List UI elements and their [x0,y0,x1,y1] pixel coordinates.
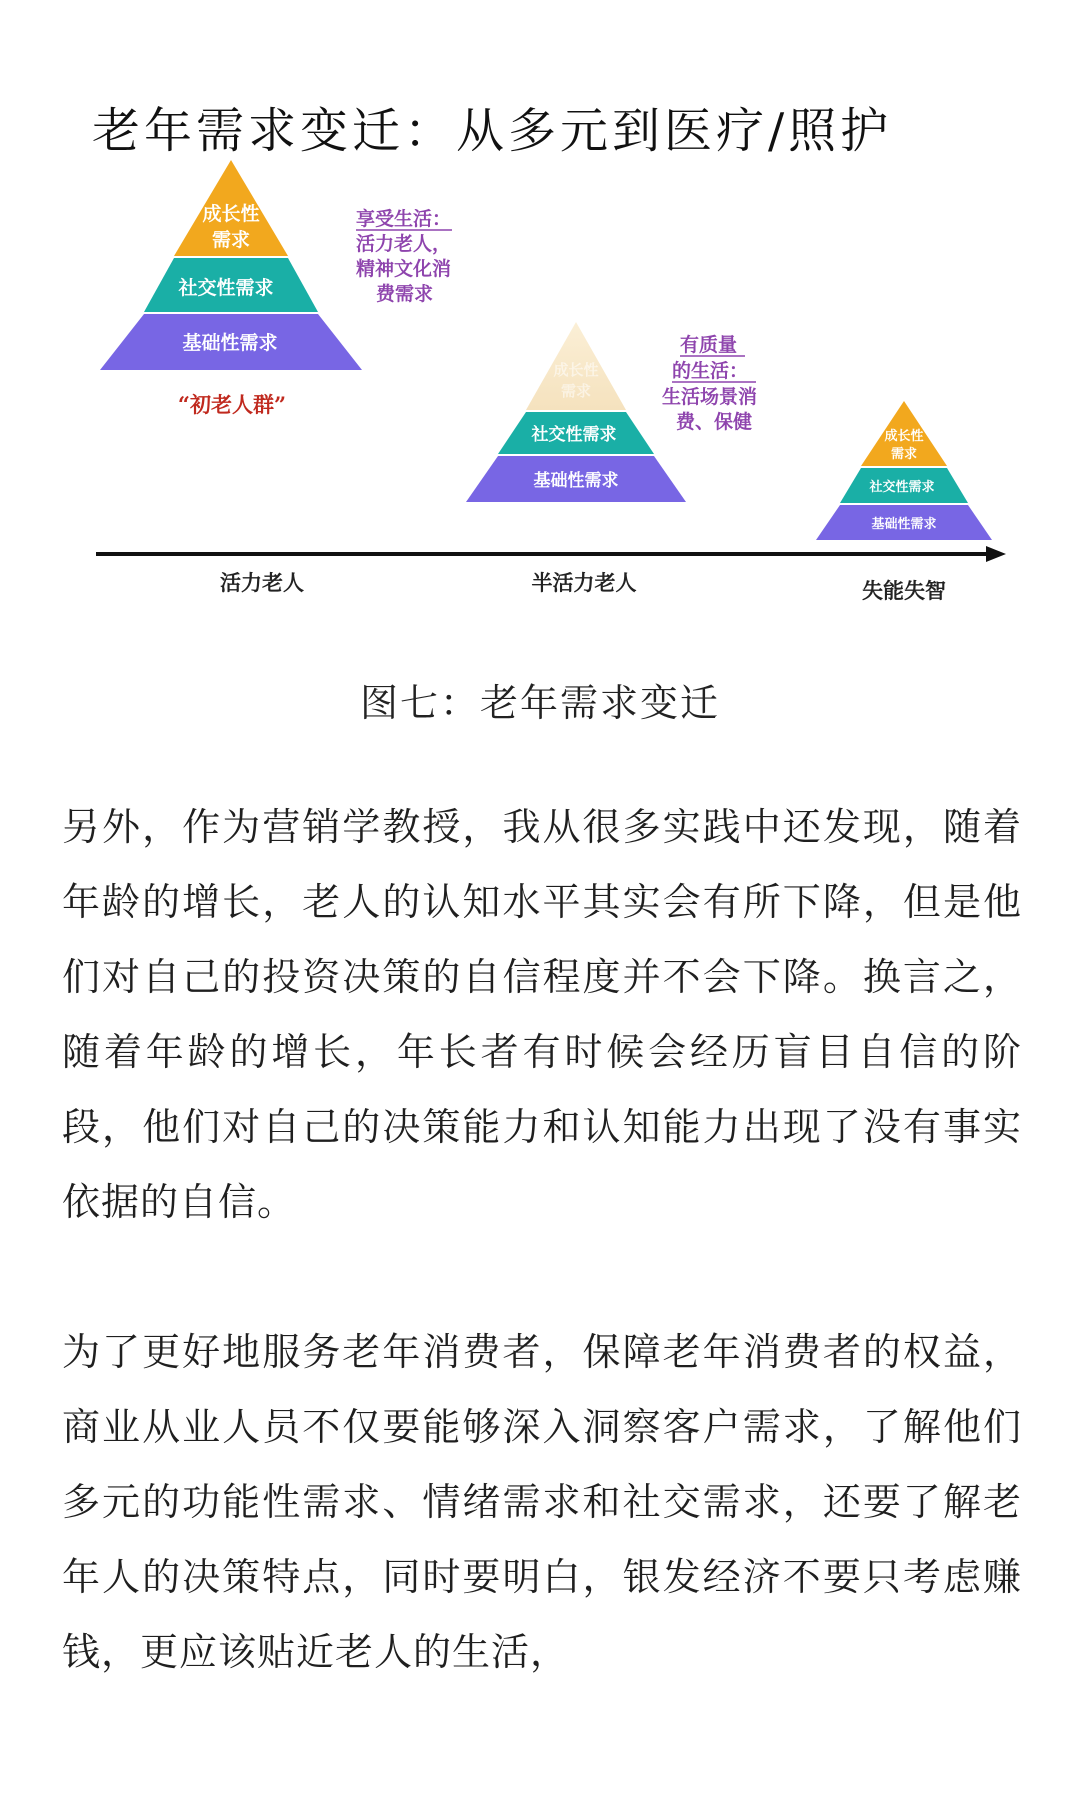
pyramid2-base-label: 基础性需求 [533,471,619,491]
axis-arrowhead [986,546,1006,562]
pyramid3-top-label-1: 成长性 [884,429,924,444]
pyramid2-top-label-1: 成长性 [553,361,599,379]
pyramid-semi-active-elderly [466,322,686,502]
pyramid-disabled-elderly [816,401,992,540]
annotation1-line-1: 活力老人， [356,233,452,255]
initial-elderly-note: “初老人群” [177,392,287,417]
pyramid2-mid-label: 社交性需求 [531,425,617,445]
annotation1-title: 享受生活： [356,208,452,230]
figure-title: 老年需求变迁：从多元到医疗/照护 [92,103,893,159]
pyramid-diagram [0,0,1080,640]
annotation2-line-1: 生活场景消 [662,386,758,408]
pyramid1-top-label-2: 需求 [211,229,251,251]
paragraph: 为了更好地服务老年消费者，保障老年消费者的权益，商业从业人员不仅要能够深入洞察客户需求，了解他们多元的功能性需求、情绪需求和社交需求，还要了解老年人的决策特点，同时要明白，银发经济不要只考虑赚钱，更应该贴近老人的生活， [62,1330,1022,1674]
demand-change-figure [0,0,1080,640]
pyramid2-top-label-2: 需求 [560,382,592,400]
pyramid1-mid-label: 社交性需求 [178,277,274,299]
annotation-enjoy-life [356,207,452,305]
figure-caption: 图七：老年需求变迁 [359,681,720,725]
pyramid1-base-label: 基础性需求 [182,332,278,354]
pyramid-active-elderly [100,160,362,417]
annotation1-line-2: 精神文化消 [356,258,452,280]
stage-label-disabled: 失能失智 [862,578,946,603]
paragraph: 另外，作为营销学教授，我从很多实践中还发现，随着年龄的增长，老人的认知水平其实会有所下降，但是他们对自己的投资决策的自信程度并不会下降。换言之，随着年龄的增长，年长者有时候会经历盲目自信的阶段，他们对自己的决策能力和认知能力出现了没有事实依据的自信。 [62,805,1022,1224]
annotation2-title-1: 有质量 [680,334,738,356]
annotation-quality-life [662,333,757,433]
stage-label-semi-active: 半活力老人 [531,570,637,595]
annotation2-line-2: 费、保健 [676,411,753,433]
annotation2-title-2: 的生活： [672,360,749,382]
pyramid1-top-label-1: 成长性 [202,203,260,225]
article-body [62,790,1022,1765]
pyramid3-base-label: 基础性需求 [871,517,937,532]
annotation1-line-3: 费需求 [376,283,434,305]
pyramid3-mid-label: 社交性需求 [869,480,935,495]
stage-label-active: 活力老人 [220,570,304,595]
timeline-axis [96,546,1006,562]
pyramid3-top-label-2: 需求 [890,447,918,462]
